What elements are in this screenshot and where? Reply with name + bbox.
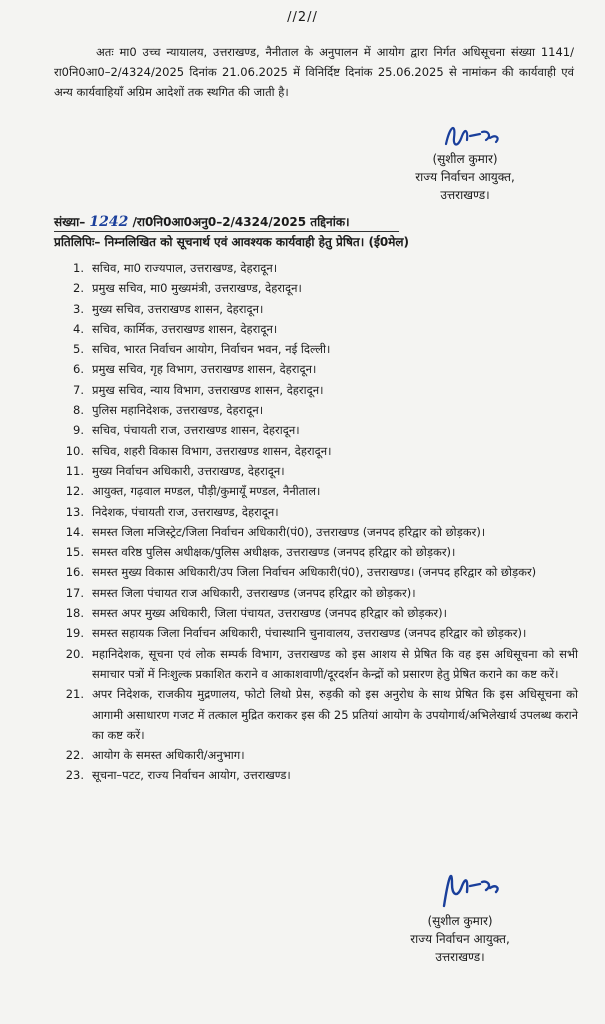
list-item bbox=[58, 765, 578, 785]
list-item bbox=[58, 542, 578, 562]
recipient-list bbox=[58, 258, 578, 786]
list-item-number: 8. bbox=[73, 403, 84, 418]
list-item-number: 13. bbox=[65, 504, 84, 519]
list-item-number: 20. bbox=[65, 646, 84, 661]
list-item bbox=[58, 745, 578, 765]
list-item-number: 4. bbox=[73, 321, 84, 336]
list-item-text: मुख्य निर्वाचन अधिकारी, उत्तराखण्ड, देहरादून। bbox=[92, 463, 285, 478]
list-item-number: 7. bbox=[73, 382, 84, 397]
list-item-number: 16. bbox=[65, 565, 84, 580]
list-item-text: सचिव, भारत निर्वाचन आयोग, निर्वाचन भवन, नई दिल्ली। bbox=[92, 342, 331, 357]
list-item bbox=[58, 623, 578, 643]
copy-heading: प्रतिलिपिः– निम्नलिखित को सूचनार्थ एवं आवश्यक कार्यवाही हेतु प्रेषित। (ई0मेल) bbox=[54, 235, 409, 249]
list-item-number: 22. bbox=[65, 748, 84, 763]
list-item-text: प्रमुख सचिव, मा0 मुख्यमंत्री, उत्तराखण्ड, देहरादून। bbox=[92, 281, 302, 296]
list-item bbox=[58, 339, 578, 359]
list-item bbox=[58, 583, 578, 603]
list-item-text: प्रमुख सचिव, न्याय विभाग, उत्तराखण्ड शासन, देहरादून। bbox=[92, 382, 324, 397]
list-item-number: 12. bbox=[65, 484, 84, 499]
notice-paragraph-text: अतः मा0 उच्च न्यायालय, उत्तराखण्ड, नैनीताल के अनुपालन में आयोग द्वारा निर्गत अधिसूचना संख्या 1141/रा0नि0आ0–2/4324/2025 दिनांक 21.06.2025 में विनिर्दिष्ट दिनांक 25.06.2025 से नामांकन की कार्यवाही एवं अन्य कार्यवाहियाँ अग्रिम आदेशों तक स्थगित की जाती है। bbox=[54, 45, 574, 99]
signatory-state: उत्तराखण्ड। bbox=[440, 188, 490, 202]
list-item-text: सचिव, मा0 राज्यपाल, उत्तराखण्ड, देहरादून। bbox=[92, 261, 278, 275]
list-item-text: निदेशक, पंचायती राज, उत्तराखण्ड, देहरादून। bbox=[92, 504, 279, 519]
signature-scribble-bottom bbox=[436, 862, 516, 914]
signature-block-bottom bbox=[385, 912, 535, 966]
list-item bbox=[58, 299, 578, 319]
reference-number: 1242 bbox=[89, 214, 129, 230]
list-item-text: समस्त मुख्य विकास अधिकारी/उप जिला निर्वाचन अधिकारी(पं0), उत्तराखण्ड। (जनपद हरिद्वार को छोड़कर) bbox=[92, 565, 537, 580]
list-item-number: 19. bbox=[65, 626, 84, 641]
list-item bbox=[58, 562, 578, 582]
reference-label: संख्या– bbox=[54, 215, 86, 229]
list-item-text: समस्त अपर मुख्य अधिकारी, जिला पंचायत, उत्तराखण्ड (जनपद हरिद्वार को छोड़कर)। bbox=[92, 606, 447, 621]
list-item-text: प्रमुख सचिव, गृह विभाग, उत्तराखण्ड शासन, देहरादून। bbox=[92, 362, 317, 377]
list-item-text: समस्त सहायक जिला निर्वाचन अधिकारी, पंचास्थानि चुनावालय, उत्तराखण्ड (जनपद हरिद्वार को छोड़कर)। bbox=[92, 626, 527, 641]
list-item bbox=[58, 461, 578, 481]
list-item-text: समस्त जिला पंचायत राज अधिकारी, उत्तराखण्ड (जनपद हरिद्वार को छोड़कर)। bbox=[92, 585, 416, 600]
list-item-text: आयोग के समस्त अधिकारी/अनुभाग। bbox=[92, 748, 245, 763]
list-item bbox=[58, 502, 578, 522]
signatory-state: उत्तराखण्ड। bbox=[435, 950, 485, 964]
signature-scribble-top bbox=[440, 118, 510, 154]
list-item-number: 23. bbox=[65, 768, 84, 783]
list-item-number: 18. bbox=[65, 606, 84, 621]
list-item-text: मुख्य सचिव, उत्तराखण्ड शासन, देहरादून। bbox=[92, 301, 264, 316]
list-item-number: 5. bbox=[73, 342, 84, 357]
list-item-text: सचिव, पंचायती राज, उत्तराखण्ड शासन, देहरादून। bbox=[92, 423, 300, 438]
list-item-number: 2. bbox=[73, 281, 84, 296]
list-item bbox=[58, 644, 578, 685]
list-item-number: 15. bbox=[65, 545, 84, 560]
list-item bbox=[58, 481, 578, 501]
signatory-designation: राज्य निर्वाचन आयुक्त, bbox=[410, 932, 510, 946]
notice-paragraph bbox=[54, 42, 574, 102]
list-item-number: 21. bbox=[65, 687, 84, 702]
list-item-number: 9. bbox=[73, 423, 84, 438]
list-item-text: महानिदेशक, सूचना एवं लोक सम्पर्क विभाग, उत्तराखण्ड को इस आशय से प्रेषित कि वह इस अधिसूचना को सभी समाचार पत्रों में निःशुल्क प्रकाशित कराने व आकाशवाणी/दूरदर्शन केन्द्रों को प्रसारण हेतु प्रेषित कराने का कष्ट करें। bbox=[92, 646, 578, 681]
list-item-number: 1. bbox=[73, 261, 84, 275]
reference-line bbox=[54, 213, 584, 232]
list-item-text: समस्त जिला मजिस्ट्रेट/जिला निर्वाचन अधिकारी(पं0), उत्तराखण्ड (जनपद हरिद्वार को छोड़कर)। bbox=[92, 524, 486, 539]
list-item bbox=[58, 603, 578, 623]
list-item bbox=[58, 359, 578, 379]
list-item-text: आयुक्त, गढ़वाल मण्डल, पौड़ी/कुमायूँ मण्डल, नैनीताल। bbox=[92, 484, 321, 499]
page-number: //2// bbox=[287, 10, 318, 25]
list-item-text: सचिव, शहरी विकास विभाग, उत्तराखण्ड शासन, देहरादून। bbox=[92, 443, 332, 458]
list-item bbox=[58, 278, 578, 298]
list-item-text: अपर निदेशक, राजकीय मुद्रणालय, फोटो लिथो प्रेस, रुड़की को इस अनुरोध के साथ प्रेषित कि इस अधिसूचना को आगामी असाधारण गजट में तत्काल मुद्रित कराकर इस की 25 प्रतियां आयोग के उपयोगार्थ/अभिलेखार्थ उपलब्ध कराने का कष्ट करें। bbox=[92, 687, 578, 742]
list-item bbox=[58, 441, 578, 461]
list-item-number: 11. bbox=[65, 463, 84, 478]
signatory-name: (सुशील कुमार) bbox=[432, 152, 498, 166]
list-item-number: 10. bbox=[65, 443, 84, 458]
reference-rest: /रा0नि0आ0अनु0–2/4324/2025 तद्दिनांक। bbox=[132, 215, 350, 229]
signatory-designation: राज्य निर्वाचन आयुक्त, bbox=[415, 170, 515, 184]
list-item-text: पुलिस महानिदेशक, उत्तराखण्ड, देहरादून। bbox=[92, 403, 264, 418]
signature-block-top bbox=[395, 150, 535, 204]
reference-underline bbox=[54, 231, 399, 232]
list-item bbox=[58, 319, 578, 339]
list-item-number: 17. bbox=[65, 585, 84, 600]
list-item bbox=[58, 420, 578, 440]
list-item-text: समस्त वरिष्ठ पुलिस अधीक्षक/पुलिस अधीक्षक, उत्तराखण्ड (जनपद हरिद्वार को छोड़कर)। bbox=[92, 545, 456, 560]
list-item bbox=[58, 400, 578, 420]
list-item-text: सचिव, कार्मिक, उत्तराखण्ड शासन, देहरादून। bbox=[92, 321, 278, 336]
list-item bbox=[58, 380, 578, 400]
list-item-number: 14. bbox=[65, 524, 84, 539]
list-item bbox=[58, 258, 578, 278]
signatory-name: (सुशील कुमार) bbox=[427, 914, 493, 928]
list-item bbox=[58, 522, 578, 542]
list-item-number: 6. bbox=[73, 362, 84, 377]
list-item-text: सूचना–पटट, राज्य निर्वाचन आयोग, उत्तराखण्ड। bbox=[92, 768, 291, 783]
list-item-number: 3. bbox=[73, 301, 84, 316]
list-item bbox=[58, 684, 578, 745]
